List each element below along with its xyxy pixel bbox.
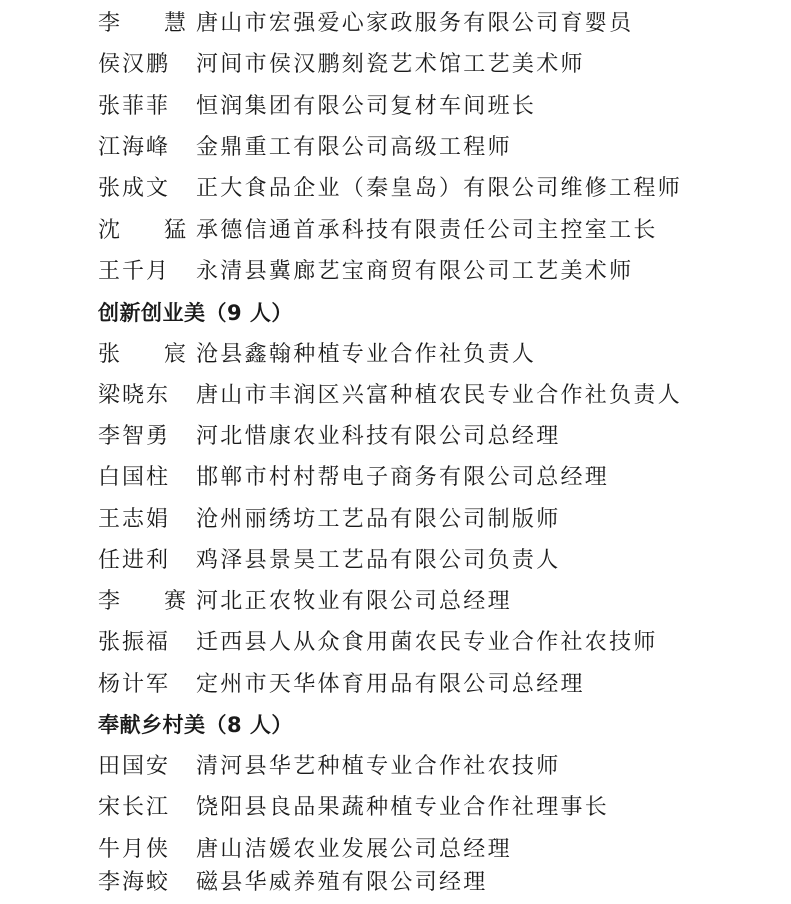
person-title: 承德信通首承科技有限责任公司主控室工长 (196, 218, 658, 243)
person-name: 张成文 (98, 176, 171, 201)
section-heading-innovation: 创新创业美（9 人） (98, 301, 293, 325)
person-title: 邯郸市村村帮电子商务有限公司总经理 (196, 465, 610, 490)
person-title: 唐山洁媛农业发展公司总经理 (196, 837, 512, 862)
list-item (0, 86, 791, 127)
person-name: 王千月 (98, 259, 171, 284)
list-item: 李 慧 唐山市宏强爱心家政服务有限公司育婴员 (0, 3, 791, 44)
person-name: 侯汉鹏 (98, 52, 171, 77)
list-item (0, 168, 791, 209)
list-item (0, 862, 791, 903)
person-name: 白国柱 (98, 465, 171, 490)
list-item (0, 416, 791, 457)
person-title: 金鼎重工有限公司高级工程师 (196, 135, 512, 160)
person-title: 唐山市宏强爱心家政服务有限公司育婴员 (196, 11, 634, 36)
person-name: 李海蛟 (98, 870, 171, 895)
person-title: 饶阳县良品果蔬种植专业合作社理事长 (196, 795, 610, 820)
list-item (0, 127, 791, 168)
person-name: 田国安 (98, 754, 171, 779)
person-title: 正大食品企业（秦皇岛）有限公司维修工程师 (196, 176, 683, 201)
person-name: 牛月侠 (98, 837, 171, 862)
person-name: 梁晓东 (98, 383, 171, 408)
list-item: 沈 猛 承德信通首承科技有限责任公司主控室工长 (0, 210, 791, 251)
person-title: 迁西县人从众食用菌农民专业合作社农技师 (196, 630, 658, 655)
person-title: 河北惜康农业科技有限公司总经理 (196, 424, 561, 449)
person-name: 宋长江 (98, 795, 171, 820)
person-name: 任进利 (98, 548, 171, 573)
list-item (0, 787, 791, 828)
person-name: 李智勇 (98, 424, 171, 449)
person-title: 磁县华威养殖有限公司经理 (196, 870, 488, 895)
person-title: 沧县鑫翰种植专业合作社负责人 (196, 342, 537, 367)
list-item (0, 251, 791, 292)
person-name: 江海峰 (98, 135, 171, 160)
person-title: 沧州丽绣坊工艺品有限公司制版师 (196, 507, 561, 532)
list-item (0, 499, 791, 540)
person-name: 杨计军 (98, 672, 171, 697)
person-name: 王志娟 (98, 507, 171, 532)
person-title: 河北正农牧业有限公司总经理 (196, 589, 512, 614)
person-title: 河间市侯汉鹏刻瓷艺术馆工艺美术师 (196, 52, 585, 77)
person-title: 清河县华艺种植专业合作社农技师 (196, 754, 561, 779)
list-item: 李 赛 河北正农牧业有限公司总经理 (0, 581, 791, 622)
person-title: 唐山市丰润区兴富种植农民专业合作社负责人 (196, 383, 683, 408)
list-item (0, 664, 791, 705)
list-item (0, 540, 791, 581)
section-heading-rural-dedication: 奉献乡村美（8 人） (98, 713, 293, 737)
list-item (0, 746, 791, 787)
person-name: 张振福 (98, 630, 171, 655)
list-item: 张 宸 沧县鑫翰种植专业合作社负责人 (0, 334, 791, 375)
list-item (0, 375, 791, 416)
person-name: 张菲菲 (98, 94, 171, 119)
person-title: 永清县冀廊艺宝商贸有限公司工艺美术师 (196, 259, 634, 284)
person-title: 定州市天华体育用品有限公司总经理 (196, 672, 585, 697)
list-item (0, 44, 791, 85)
list-item (0, 622, 791, 663)
person-title: 恒润集团有限公司复材车间班长 (196, 94, 537, 119)
list-item (0, 457, 791, 498)
person-title: 鸡泽县景昊工艺品有限公司负责人 (196, 548, 561, 573)
